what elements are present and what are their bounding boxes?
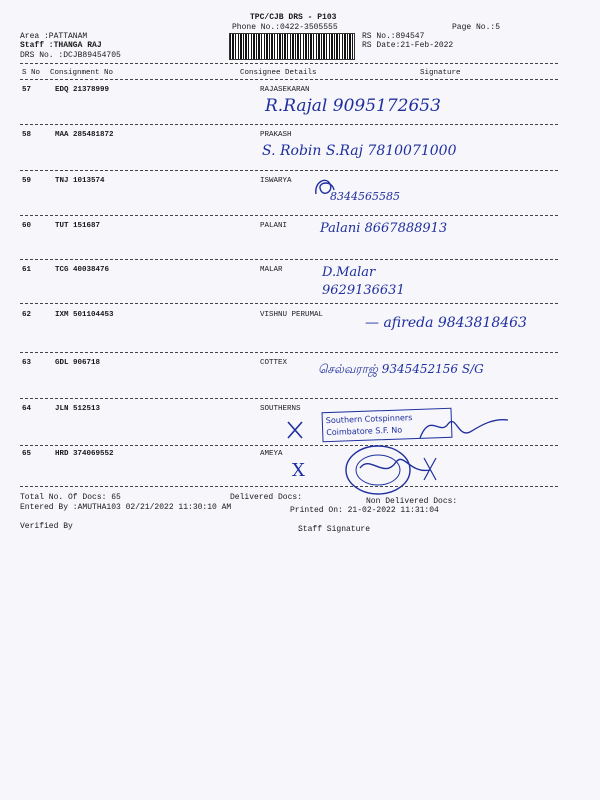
col-header-consignment: Consignment No [50,69,114,77]
row-consignee: MALAR [260,266,283,274]
divider [20,124,558,125]
divider [20,215,558,216]
row-signature: 8344565585 [330,190,400,203]
row-consignment: MAA 285481872 [55,131,114,139]
staff-label: Staff :THANGA RAJ [20,41,102,50]
divider [20,398,558,399]
row-consignment: IXM 501104453 [55,311,114,319]
row-sno: 60 [22,222,32,230]
barcode [229,33,355,60]
rs-date: RS Date:21-Feb-2022 [362,41,454,50]
row-consignment: JLN 512513 [55,405,101,413]
divider [20,259,558,260]
row-sno: 65 [22,450,32,458]
row-consignee: PALANI [260,222,288,230]
row-consignee: SOUTHERNS [260,405,301,413]
divider [20,486,558,487]
row-consignment: TCG 40038476 [55,266,110,274]
report-title: TPC/CJB DRS - P103 [250,13,337,22]
round-stamp [340,440,450,500]
phone-number: Phone No.:0422-3505555 [232,23,338,32]
row-consignee: PRAKASH [260,131,292,139]
verified-by: Verified By [20,522,73,531]
company-stamp: Southern Cotspinners Coimbatore S.F. No [322,408,453,443]
row-signature: X [292,460,305,481]
area-label: Area :PATTANAM [20,32,88,41]
row-signature: D.Malar 9629136631 [322,265,405,298]
row-signature: S. Robin S.Raj 7810071000 [262,143,457,159]
row-sno: 61 [22,266,32,274]
divider [20,303,558,304]
row-consignment: TUT 151687 [55,222,101,230]
row-sno: 59 [22,177,32,185]
row-signature: செல்வராஜ் 9345452156 S/G [318,362,484,376]
row-consignment: TNJ 1013574 [55,177,105,185]
drs-number: DRS No. :DCJB89454705 [20,51,121,60]
divider [20,63,558,64]
delivered-docs: Delivered Docs: [230,493,303,502]
col-header-consignee: Consignee Details [240,69,317,77]
row-signature: R.Rajal 9095172653 [265,96,441,116]
row-sno: 64 [22,405,32,413]
col-header-sno: S No [22,69,41,77]
divider [20,352,558,353]
row-sno: 58 [22,131,32,139]
total-docs: Total No. Of Docs: 65 [20,493,121,502]
row-signature: Palani 8667888913 [320,221,448,236]
divider [20,170,558,171]
row-consignment: EDQ 21378999 [55,86,110,94]
printed-on: Printed On: 21-02-2022 11:31:04 [290,506,439,515]
entered-by: Entered By :AMUTHA103 02/21/2022 11:30:10 AM [20,503,232,512]
row-signature: — afireda 9843818463 [365,315,527,331]
rs-number: RS No.:894547 [362,32,425,41]
row-consignee: AMEYA [260,450,283,458]
row-consignee: RAJASEKARAN [260,86,310,94]
non-delivered-docs: Non Delivered Docs: [366,497,458,506]
row-sno: 57 [22,86,32,94]
row-sno: 62 [22,311,32,319]
page-number: Page No.:5 [452,23,501,32]
row-sno: 63 [22,359,32,367]
row-consignee: COTTEX [260,359,288,367]
row-consignee: ISWARYA [260,177,292,185]
divider [20,445,558,446]
divider [20,79,558,80]
row-consignment: HRD 374069552 [55,450,114,458]
staff-signature-label: Staff Signature [298,525,371,534]
col-header-signature: Signature [420,69,461,77]
row-consignee: VISHNU PERUMAL [260,311,324,319]
row-consignment: GDL 906718 [55,359,101,367]
